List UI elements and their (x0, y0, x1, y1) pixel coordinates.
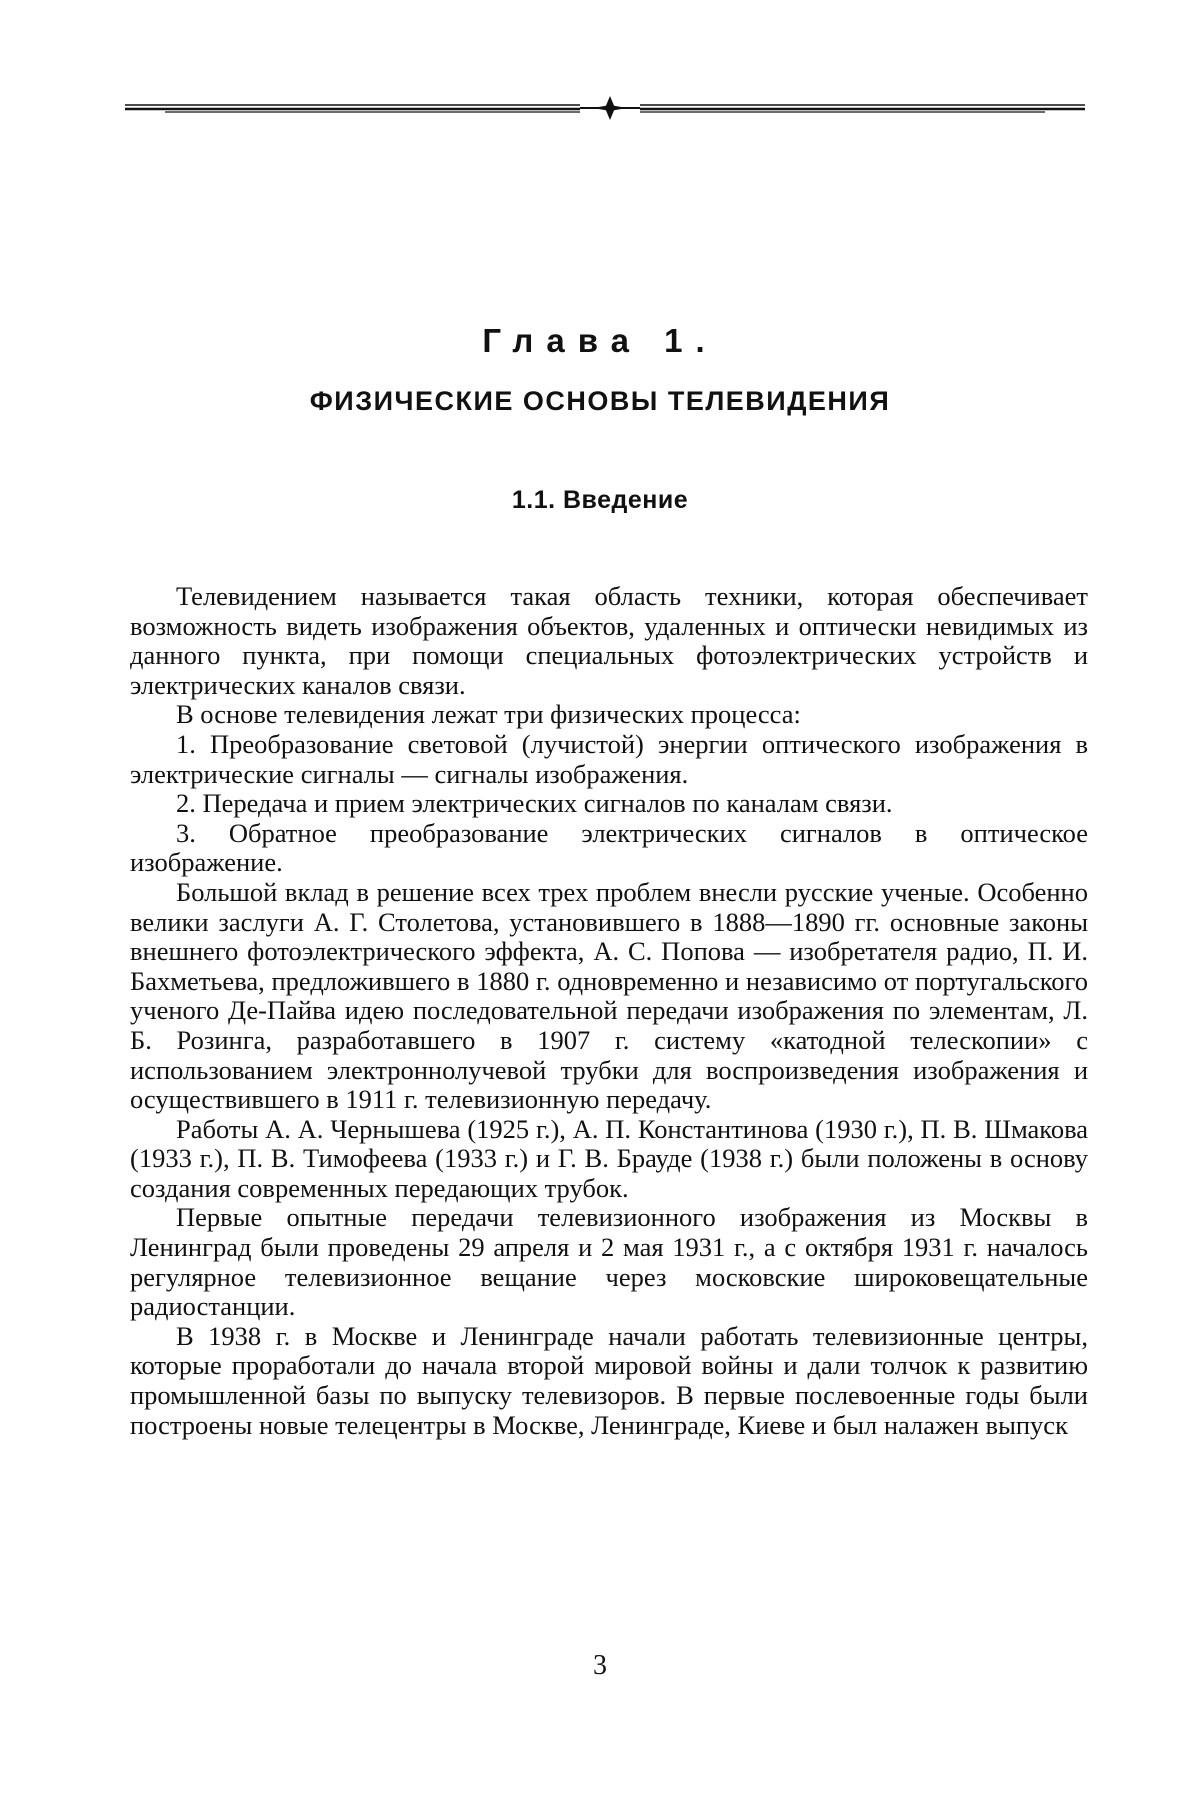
list-item: 1. Преобразование световой (лучистой) энергии оптического изображения в электрические сигналы — сигналы изображения. (130, 728, 1088, 789)
page-number: 3 (593, 1650, 607, 1681)
chapter-label: Глава 1. (482, 322, 718, 359)
paragraph: Большой вклад в решение всех трех проблем внесли русские ученые. Особенно велики заслуги А. Г. Столетова, установившего в 1888—1890 гг. основные законы внешнего фотоэлектрического эффекта, А. С. Попова — изобретателя радио, П. И. Бахметьева, предложившего в 1880 г. одновременно и независимо от португальского ученого Де-Пайва идею последовательной передачи изображения по элементам, Л. Б. Розинга, разработавшего в 1907 г. систему «катодной телескопии» с использованием электроннолучевой трубки для воспроизведения изображения и осуществившего в 1911 г. телевизионную передачу. (130, 876, 1088, 1115)
section-title: 1.1. Введение (511, 486, 689, 514)
header-ornament (125, 96, 1085, 120)
list-item: 3. Обратное преобразование электрических сигналов в оптическое изображение. (130, 817, 1088, 878)
paragraph: В основе телевидения лежат три физических процесса: (176, 699, 801, 730)
body-text (130, 582, 1088, 1440)
paragraph: В 1938 г. в Москве и Ленинграде начали работать телевизионные центры, которые проработали до начала второй мировой войны и дали толчок к развитию промышленной базы по выпуску телевизоров. В первые послевоенные годы были построены новые телецентры в Москве, Ленинграде, Киеве и был налажен выпуск (130, 1320, 1088, 1440)
paragraph: Первые опытные передачи телевизионного изображения из Москвы в Ленинград были проведены 29 апреля и 2 мая 1931 г., а с октября 1931 г. началось регулярное телевизионное вещание через московские широковещательные радиостанции. (130, 1202, 1088, 1322)
list-item: 2. Передача и прием электрических сигналов по каналам связи. (176, 788, 893, 819)
chapter-title: ФИЗИЧЕСКИЕ ОСНОВЫ ТЕЛЕВИДЕНИЯ (309, 386, 891, 416)
paragraph: Телевидением называется такая область техники, которая обеспечивает возможность видеть изображения объектов, удаленных и оптически невидимых из данного пункта, при помощи специальных фотоэлектрических устройств и электрических каналов связи. (130, 581, 1088, 700)
paragraph: Работы А. А. Чернышева (1925 г.), А. П. Константинова (1930 г.), П. В. Шмакова (1933 г.), П. В. Тимофеева (1933 г.) и Г. В. Брауде (1938 г.) были положены в основу создания современных передающих трубок. (130, 1113, 1088, 1203)
